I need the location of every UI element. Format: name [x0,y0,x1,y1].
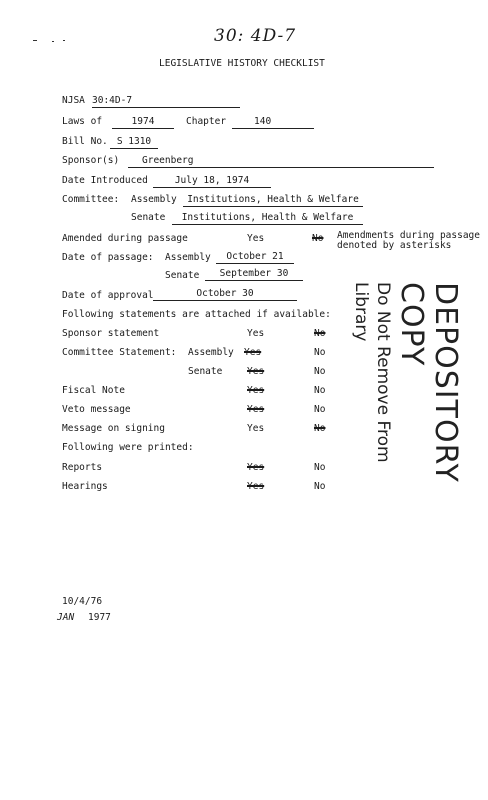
committee-assembly-no: No [314,347,326,358]
sponsor-value: Greenberg [128,155,434,168]
committee-senate-label: Senate [131,212,166,223]
message-signing-label: Message on signing [62,423,165,434]
committee-senate-value: Institutions, Health & Welfare [172,212,363,225]
passage-senate-label: Senate [165,270,200,281]
approval-label: Date of approval [62,290,154,301]
hearings-label: Hearings [62,481,108,492]
bill-value: S 1310 [110,136,158,149]
reports-no: No [314,462,326,473]
veto-message-yes-struck: Yes [247,404,265,415]
reports-yes-struck: Yes [247,462,265,473]
attached-heading: Following statements are attached if available: [62,309,331,320]
passage-senate-value: September 30 [205,268,303,281]
committee-statement-label: Committee Statement: [62,347,177,358]
date-introduced-value: July 18, 1974 [153,175,271,188]
committee-assembly-label: Assembly [131,194,177,205]
veto-message-label: Veto message [62,404,131,415]
sponsor-statement-yes: Yes [247,328,265,339]
committee-assembly-yes-struck: Yes [244,347,262,358]
stray-mark [52,41,54,42]
laws-value: 1974 [112,116,174,129]
passage-assembly-value: October 21 [216,251,294,264]
amended-yes: Yes [247,233,265,244]
stamp-line1: DEPOSITORY COPY [394,282,463,483]
fiscal-note-no: No [314,385,326,396]
njsa-value: 30:4D-7 [92,95,240,108]
footer-date: 10/4/76 [62,596,103,607]
stray-mark [33,40,37,41]
message-signing-yes: Yes [247,423,265,434]
hearings-yes-struck: Yes [247,481,265,492]
bill-label: Bill No. [62,136,108,147]
footer-year-stamp: 1977 [88,612,111,623]
stamp-line2: Do Not Remove From Library [351,282,393,463]
passage-assembly-label: Assembly [165,252,211,263]
committee-statement-assembly-label: Assembly [188,347,234,358]
fiscal-note-yes-struck: Yes [247,385,265,396]
committee-assembly-value: Institutions, Health & Welfare [183,194,363,207]
sponsor-statement-label: Sponsor statement [62,328,160,339]
chapter-label: Chapter [186,116,227,127]
amended-label: Amended during passage [62,233,188,244]
sponsor-statement-no-struck: No [314,328,326,339]
sponsor-label: Sponsor(s) [62,155,120,166]
hearings-no: No [314,481,326,492]
committee-statement-senate-label: Senate [188,366,223,377]
passage-label: Date of passage: [62,252,154,263]
date-introduced-label: Date Introduced [62,175,148,186]
amended-note: Amendments during passage denoted by asterisks [337,230,480,251]
chapter-value: 140 [232,116,314,129]
handwritten-reference: 30: 4D-7 [214,26,297,46]
approval-value: October 30 [153,288,297,301]
committee-senate-no: No [314,366,326,377]
committee-senate-yes-struck: Yes [247,366,265,377]
document-title: LEGISLATIVE HISTORY CHECKLIST [159,58,325,69]
fiscal-note-label: Fiscal Note [62,385,125,396]
printed-heading: Following were printed: [62,442,194,453]
njsa-label: NJSA [62,95,85,106]
committee-label: Committee: [62,194,120,205]
amended-no-struck: No [312,233,324,244]
footer-month-stamp: JAN [57,612,75,623]
depository-stamp [350,282,462,512]
stray-mark [63,40,65,41]
reports-label: Reports [62,462,103,473]
veto-message-no: No [314,404,326,415]
message-signing-no-struck: No [314,423,326,434]
laws-label: Laws of [62,116,103,127]
